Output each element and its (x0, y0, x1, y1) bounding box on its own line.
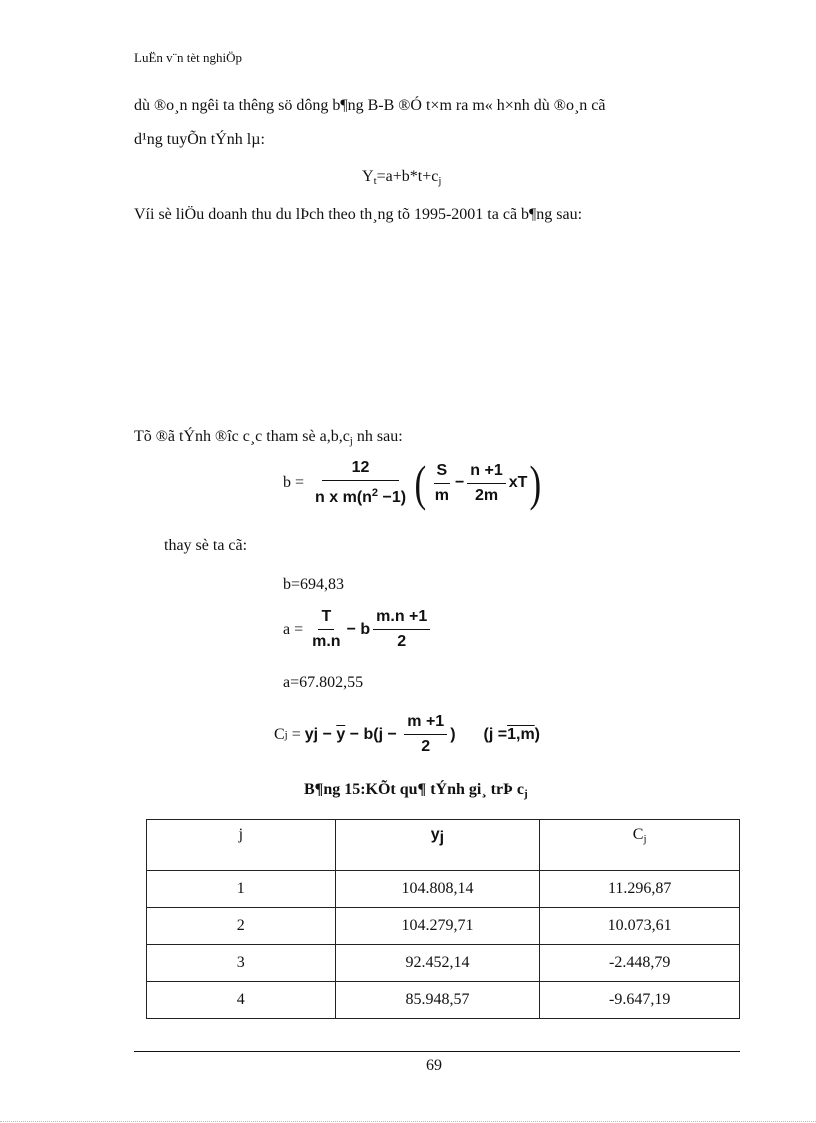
a-value: a=67.802,55 (283, 674, 364, 691)
cj-minus: − (318, 725, 337, 743)
cell-j: 2 (147, 908, 336, 945)
header-j: j (147, 820, 336, 871)
b-fraction-n (467, 461, 505, 506)
cj-lhs-sub: j (284, 728, 288, 741)
formula-cj (274, 712, 540, 757)
formula-a (283, 607, 433, 652)
b-s-num: S (434, 461, 451, 484)
cj-range-open: (j = (483, 725, 508, 743)
header-y-sub: j (439, 829, 445, 846)
compute-end: nh sau: (352, 428, 403, 445)
intro-line-3: Víi sè liÖu doanh thu du lÞch theo th¸ng tõ 1995-2001 ta cã b¶ng sau: (134, 206, 583, 223)
cell-c: 11.296,87 (540, 871, 740, 908)
header-c-text: C (632, 826, 644, 843)
a-fraction-t (309, 607, 343, 652)
cell-j: 1 (147, 871, 336, 908)
b-lhs: b = (283, 474, 305, 491)
substitute-line: thay sè ta cã: (164, 537, 248, 554)
a-lhs: a = (283, 620, 304, 638)
b-value: b=694,83 (283, 576, 345, 593)
linear-model-formula (362, 168, 441, 187)
page-number: 69 (426, 1057, 442, 1074)
caption-sub: j (523, 788, 528, 800)
a-minus-b: − b (346, 620, 371, 638)
cell-c: -2.448,79 (540, 945, 740, 982)
formula-y: Y (362, 168, 374, 185)
compute-text: Tõ ®ã tÝnh ®îc c¸c tham sè a,b,c (134, 428, 350, 445)
footer-divider (134, 1051, 740, 1052)
cj-eq: = (287, 725, 305, 743)
table-row (147, 945, 740, 982)
a-t-num: T (318, 607, 334, 630)
cell-c: 10.073,61 (540, 908, 740, 945)
formula-y-sub: t (373, 175, 377, 187)
compute-sub: j (349, 435, 353, 447)
header-c-sub: j (643, 833, 647, 845)
cell-j: 4 (147, 982, 336, 1019)
cj-ybar: $\overline{y}$ (336, 725, 346, 743)
compute-line (134, 428, 403, 447)
b-lparen: ( (414, 455, 427, 511)
table-header-row (147, 820, 740, 871)
caption-text: B¶ng 15:KÕt qu¶ tÝnh gi¸ trÞ c (304, 781, 524, 798)
b-minus: − (454, 474, 465, 491)
cj-frac-num: m +1 (404, 712, 447, 735)
cell-y: 85.948,57 (335, 982, 540, 1019)
header-c (540, 820, 740, 871)
b-den-b: −1) (378, 489, 407, 506)
formula-b (283, 455, 544, 511)
b-rparen: ) (529, 455, 542, 511)
results-table (146, 819, 740, 1019)
cell-y: 104.808,14 (335, 871, 540, 908)
cj-range: 1,m (507, 725, 535, 743)
b-s-den: m (434, 486, 449, 504)
cj-y: y (304, 725, 314, 743)
header-y (335, 820, 540, 871)
b-den (312, 481, 409, 508)
cj-range-close: ) (534, 725, 540, 743)
cj-minus-b: − b(j − (345, 725, 402, 743)
cj-frac-den: 2 (421, 738, 431, 755)
cell-y: 92.452,14 (335, 945, 540, 982)
header-y-text: y (430, 826, 440, 843)
running-header: LuËn v¨n tèt nghiÖp (134, 50, 242, 65)
cell-y: 104.279,71 (335, 908, 540, 945)
a-fraction-mn (373, 607, 430, 652)
table-row (147, 871, 740, 908)
b-xt: xT (508, 474, 528, 491)
b-fraction-main (312, 458, 409, 508)
b-n-den: 2m (474, 486, 499, 504)
formula-rest-sub: j (438, 175, 442, 187)
table-row (147, 908, 740, 945)
a-mn-num: m.n +1 (373, 607, 430, 630)
table-row (147, 982, 740, 1019)
table-caption (304, 781, 528, 800)
cj-lhs: C (274, 725, 285, 743)
intro-line-2: d¹ng tuyÕn tÝnh lµ: (134, 131, 265, 148)
cell-j: 3 (147, 945, 336, 982)
b-den-a: n x m(n (315, 489, 372, 506)
cj-fraction (404, 712, 447, 757)
b-fraction-s (432, 461, 452, 506)
b-num: 12 (322, 458, 400, 481)
b-n-num: n +1 (467, 461, 505, 484)
cj-y-sub: j (313, 725, 319, 743)
cj-close: ) (450, 725, 456, 743)
a-t-den: m.n (312, 633, 341, 650)
cell-c: -9.647,19 (540, 982, 740, 1019)
formula-rest: =a+b*t+c (376, 168, 439, 185)
intro-line-1: dù ®o¸n ngêi ta thêng sö dông b¶ng B-B ®Ó t×m ra m« h×nh dù ®o¸n cã (134, 97, 606, 114)
page-edge-dots (0, 1121, 816, 1122)
a-mn-den: 2 (397, 633, 407, 650)
b-den-sup: 2 (371, 487, 379, 499)
